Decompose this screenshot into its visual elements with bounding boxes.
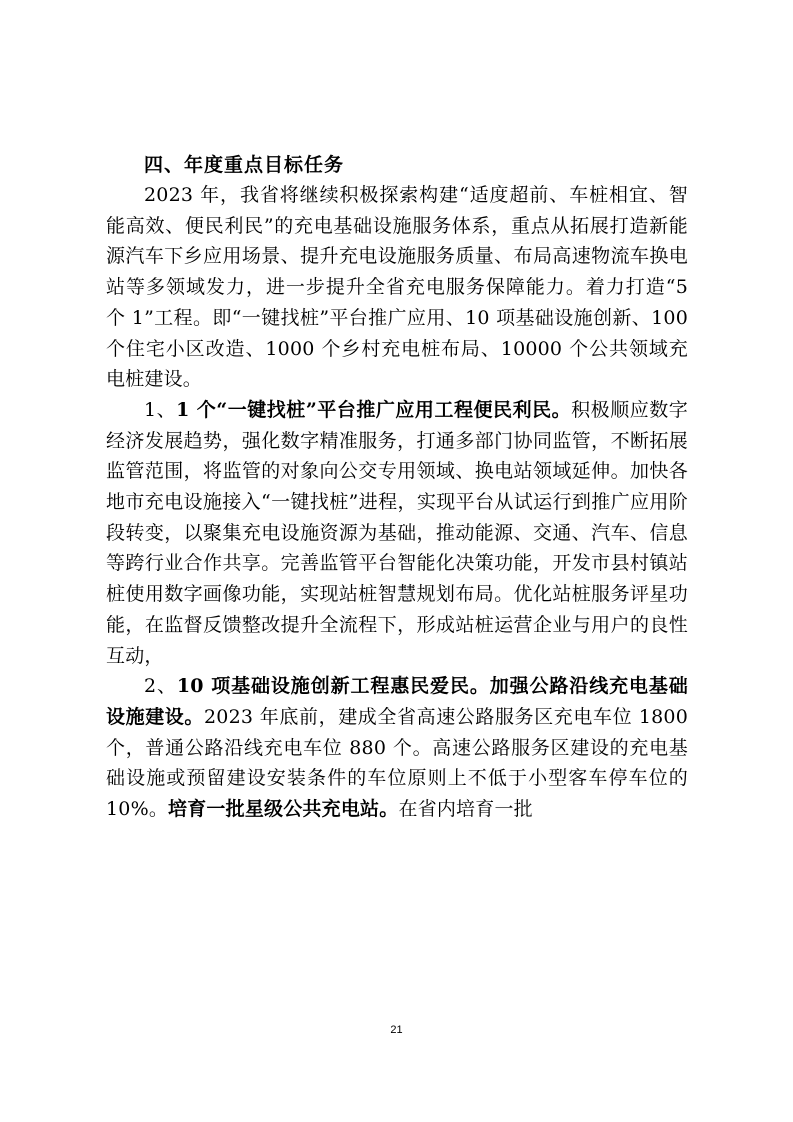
item-2-sub1-title: 加强公路沿线充电基础设施建设。 — [106, 675, 688, 728]
page-number: 21 — [390, 1024, 403, 1036]
item-2-sub2-body: 在省内培育一批 — [398, 798, 533, 821]
item-2-sub2-title: 培育一批星级公共充电站。 — [168, 798, 399, 821]
item-1-prefix: 1、 — [144, 398, 177, 421]
section-heading: 四、年度重点目标任务 — [144, 154, 345, 176]
item-1-title: 1 个“一键找桩”平台推广应用工程便民利民。 — [176, 398, 572, 421]
item-2-title: 10 项基础设施创新工程惠民爱民。 — [176, 675, 490, 698]
item-2-sub1-body: 2023 年底前，建成全省高速公路服务区充电车位 1800 个，普通公路沿线充电车位 880 个。高速公路服务区建设的充电基础设施或预留建设安装条件的车位原则上不低于小型客车停车位的 10%。 — [106, 705, 688, 821]
item-1-paragraph — [106, 395, 688, 671]
intro-paragraph: 2023 年，我省将继续积极探索构建“适度超前、车桩相宜、智能高效、便民利民”的充电基础设施服务体系，重点从拓展打造新能源汽车下乡应用场景、提升充电设施服务质量、布局高速物流车换电站等多领域发力，进一步提升全省充电服务保障能力。着力打造“5 个 1”工程。即“一键找桩”平台推广应用、10 项基础设施创新、100 个住宅小区改造、1000 个乡村充电桩布局、10000 个公共领域充电桩建设。 — [106, 184, 688, 391]
item-2-paragraph — [106, 671, 688, 825]
item-1-body: 积极顺应数字经济发展趋势，强化数字精准服务，打通多部门协同监管，不断拓展监管范围，将监管的对象向公交专用领域、换电站领域延伸。加快各地市充电设施接入“一键找桩”进程，实现平台从试运行到推广应用阶段转变，以聚集充电设施资源为基础，推动能源、交通、汽车、信息等跨行业合作共享。完善监管平台智能化决策功能，开发市县村镇站桩使用数字画像功能，实现站桩智慧规划布局。优化站桩服务评星功能，在监督反馈整改提升全流程下，形成站桩运营企业与用户的良性互动， — [106, 398, 689, 667]
document-body — [106, 150, 688, 825]
item-2-prefix: 2、 — [144, 675, 177, 698]
